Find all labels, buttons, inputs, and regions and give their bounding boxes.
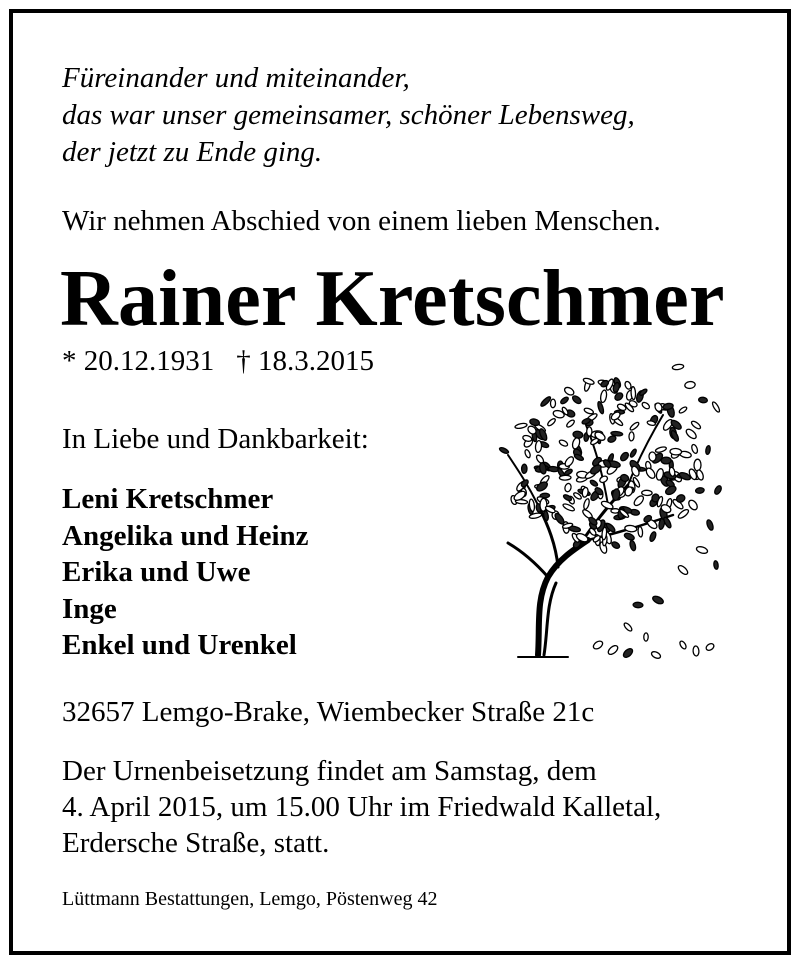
leaf <box>691 444 699 454</box>
mourners-list <box>62 481 309 664</box>
leaf <box>529 418 540 427</box>
leaf <box>645 467 657 480</box>
leaf <box>535 440 542 452</box>
leaf <box>599 475 609 484</box>
leaf <box>695 487 704 494</box>
leaf <box>563 494 573 502</box>
mourner-name: Enkel und Urenkel <box>62 629 297 661</box>
poem-line: der jetzt zu Ende ging. <box>62 136 323 168</box>
leaf <box>687 499 699 512</box>
leaf <box>631 387 636 400</box>
leaf <box>515 422 528 429</box>
leaf <box>705 445 711 454</box>
burial-line: Der Urnenbeisetzung findet am Samstag, dem <box>62 755 597 787</box>
leaf <box>650 650 661 659</box>
leaf <box>642 490 653 496</box>
leaf <box>574 453 585 461</box>
leaf <box>600 390 608 403</box>
undertaker-info: Lüttmann Bestattungen, Lemgo, Pöstenweg 42 <box>62 888 438 910</box>
leaf <box>566 419 576 428</box>
leaf <box>623 532 635 541</box>
leaf <box>559 475 571 480</box>
leaf <box>623 622 633 632</box>
leaf <box>641 401 651 410</box>
poem <box>62 60 635 171</box>
leaf <box>564 455 576 468</box>
burial-line: 4. April 2015, um 15.00 Uhr im Friedwald Kalletal, <box>62 791 662 823</box>
deceased-name: Rainer Kretschmer <box>60 255 725 343</box>
leaf <box>592 639 604 650</box>
leaf <box>690 420 701 430</box>
leaf <box>639 388 648 396</box>
mourner-name: Erika und Uwe <box>62 556 251 588</box>
leaf <box>522 434 532 442</box>
mourner-name: Inge <box>62 592 117 625</box>
leaf <box>564 483 572 493</box>
leaf <box>670 430 680 443</box>
leaf <box>572 430 583 439</box>
leaf <box>611 541 621 550</box>
leaf <box>619 451 630 462</box>
leaf <box>629 540 637 551</box>
leaf <box>629 421 640 431</box>
leaf <box>672 364 684 371</box>
death-date: † 18.3.2015 <box>236 345 374 377</box>
leaf <box>558 439 568 447</box>
leaf <box>698 397 707 403</box>
mourner-name: Leni Kretschmer <box>62 483 274 515</box>
leaf <box>633 494 646 507</box>
leaf <box>571 394 582 405</box>
tree-trunk <box>508 415 673 657</box>
leaf <box>522 464 528 473</box>
leaf <box>629 432 634 441</box>
leaf <box>524 449 531 458</box>
poem-line: Füreinander und miteinander, <box>62 62 410 94</box>
life-dates <box>62 343 374 379</box>
leaf <box>655 446 667 453</box>
leaf <box>629 448 637 458</box>
burial-notice <box>62 753 661 861</box>
leaf <box>670 448 682 455</box>
farewell-text: Wir nehmen Abschied von einem lieben Menschen. <box>62 205 661 237</box>
leaf <box>583 498 590 510</box>
mourner-name: Angelika und Heinz <box>62 519 309 552</box>
leaf <box>696 545 709 554</box>
leaf <box>583 377 595 385</box>
leaf <box>644 633 649 641</box>
leaf <box>540 395 552 407</box>
leaf <box>694 459 701 471</box>
leaf <box>624 381 632 391</box>
leaf <box>535 480 549 493</box>
leaf <box>678 406 687 414</box>
leaf <box>652 595 665 606</box>
leaf <box>649 452 657 462</box>
leaf <box>685 428 698 441</box>
leaf <box>563 386 575 397</box>
leaf <box>550 399 555 408</box>
birth-date: * 20.12.1931 <box>62 345 215 377</box>
leaf <box>705 642 715 651</box>
leaf <box>547 417 557 426</box>
leaf <box>560 396 570 405</box>
leaf <box>679 640 688 650</box>
leaf <box>638 526 643 537</box>
leaf <box>499 446 510 454</box>
leaf <box>684 381 695 389</box>
leaf <box>677 564 689 576</box>
leaf <box>713 560 718 569</box>
leaf <box>661 457 671 464</box>
leaf <box>713 485 722 496</box>
tree-leaves <box>499 377 705 554</box>
leaf <box>607 644 620 656</box>
leaf <box>693 646 699 656</box>
leaf <box>649 531 657 542</box>
leaf <box>583 407 594 415</box>
leaf <box>633 602 643 608</box>
leaf <box>622 647 634 659</box>
leaf <box>589 479 598 487</box>
leaf <box>587 427 592 436</box>
windblown-tree-icon <box>478 355 728 665</box>
leaf <box>677 508 690 520</box>
mourners-intro: In Liebe und Dankbarkeit: <box>62 423 369 455</box>
burial-line: Erdersche Straße, statt. <box>62 827 330 859</box>
leaf <box>706 519 715 531</box>
leaf <box>711 401 720 413</box>
leaf <box>611 431 623 436</box>
poem-line: das war unser gemeinsamer, schöner Lebensweg, <box>62 99 635 131</box>
address: 32657 Lemgo-Brake, Wiembecker Straße 21c <box>62 696 595 728</box>
